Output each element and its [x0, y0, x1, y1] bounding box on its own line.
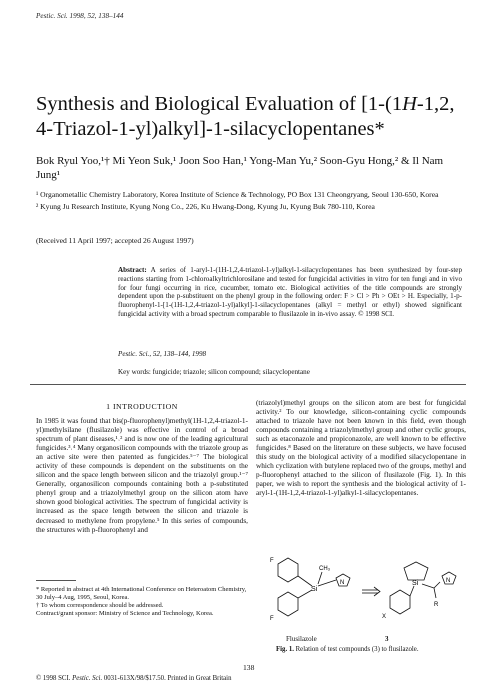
intro-paragraph-2: (triazolyl)methyl groups on the silicon atom are best for fungicidal activity.² To our knowledge, silicon-containing cyclic compounds attached to triazole have not been known in this field, even though compounds containing a triazolylmethyl group and other cyclic groups, such as etaconazole and propiconazole, are well known to be effective fungicides.⁸ Based on the literature on these subjects, we have focused this study on the biological activity of a modified silacyclopentane in which cyclization with butylene replaced two of the groups, methyl and p-fluorophenyl attached to the silicon of flusilazole (Fig. 1). In this paper, we wish to report the synthesis and the biological activity of 1-aryl-1-(1H-1,2,4-triazol-1-yl)alkyl-1-silacyclopentanes.: [256, 398, 466, 498]
figure-label-flusilazole: Flusilazole: [286, 635, 317, 643]
flusilazole-n-label: N: [340, 580, 345, 586]
affiliation-1: ¹ Organometallic Chemistry Laboratory, Korea Institute of Science & Technology, PO Box 131 Cheongryang, Seoul 130-650, Korea: [36, 190, 439, 199]
section-heading-introduction: 1 INTRODUCTION: [106, 402, 178, 411]
title-part-2: -1,2, 4-Triazol-1-yl)alkyl]-1-silacyclopentanes*: [36, 93, 455, 140]
compound-3-x-label: X: [382, 614, 387, 620]
article-citation: Pestic. Sci., 52, 138–144, 1998: [118, 350, 207, 358]
compound-3-si-label: Si: [412, 580, 419, 587]
title-italic: H: [402, 93, 417, 115]
flusilazole-f-bottom: F: [270, 616, 274, 622]
flusilazole-ch3-label: CH₃: [319, 566, 331, 572]
intro-paragraph-1: In 1985 it was found that bis(p-fluorophenyl)methyl(1H-1,2,4-triazol-1-yl)methylsilane (flusilazole) was effective in control of a broad spectrum of plant diseases,¹˒² and is now one of the leading agricultural fungicides.³˒⁴ Many organosilicon compounds with the triazole group as an active site were then patented as fungicides.⁵⁻⁷ The biological activity of these compounds is dependent on the substituents on the silicon and the space length between silicon and the triazolyl group.¹⁻⁷ Generally, organosilicon compounds containing both a p-substituted phenyl group and a triazolylmethyl group on the silicon atom have shown good biological activities. The spectrum of fungicidal activity is increased as the space length between the silicon and triazole is decreased to methylene from propylene.⁵ In this series of compounds, the structures with p-fluorophenyl and: [36, 416, 248, 534]
section-divider: [30, 384, 466, 385]
abstract-text: A series of 1-aryl-1-(1H-1,2,4-triazol-1-yl)alkyl-1-silacyclopentanes has been synthesized by four-step reactions starting from 1-chloroalkyltrichlorosilane and tested for fungicidal activities in vitro for ten fungi and in vivo for four fungi occurring in rice, cucumber, tomato etc. Biological activities of the title compounds are strongly dependent upon the p-substituent on the phenyl group in the following order: F > Cl > Ph > OEt > H. Especially, 1-p-fluorophenyl-1-[1-(1H-1,2,4-triazol-1-yl)alkyl]-1-silacyclopentanes (alkyl = methyl or ethyl) showed significant fungicidal activity with a broad spectrum comparable to flusilazole in in-vivo assay. © 1998 SCI.: [118, 266, 463, 318]
page-number: 138: [243, 663, 255, 672]
footer-details: 0031-613X/98/$17.50. Printed in Great Britain: [103, 675, 232, 682]
flusilazole-si-label: Si: [311, 586, 318, 593]
received-dates: (Received 11 April 1997; accepted 26 August 1997): [36, 236, 194, 245]
figure-1-structures: [256, 552, 466, 632]
figure-caption-text: Relation of test compounds (3) to flusilazole.: [295, 646, 419, 653]
compound-3-r-label: R: [434, 602, 439, 608]
affiliation-2: ² Kyung Ju Research Institute, Kyung Nong Co., 226, Ku Hwang-Dong, Kyung Ju, Kyung Buk 780-110, Korea: [36, 201, 375, 211]
figure-caption: [276, 646, 419, 653]
footnote-2: † To whom correspondence should be addressed.: [36, 601, 164, 609]
compound-3-structure: [390, 562, 456, 614]
title-part-1: Synthesis and Biological Evaluation of [1-(1: [36, 93, 403, 115]
paper-title: [36, 92, 466, 142]
author-list: Bok Ryul Yoo,¹† Mi Yeon Suk,¹ Joon Soo Han,¹ Yong-Man Yu,² Soon-Gyu Hong,² & Il Nam Jung¹: [36, 155, 444, 181]
footer-journal: Pestic. Sci.: [72, 675, 103, 682]
page-footer: [36, 675, 231, 682]
affiliations: [36, 190, 466, 213]
footnotes: [36, 586, 248, 618]
footnote-divider: [36, 580, 76, 581]
relation-arrow: [362, 587, 380, 596]
keywords: Key words: fungicide; triazole; silicon compound; silacyclopentane: [118, 368, 310, 376]
abstract-label: Abstract:: [118, 266, 147, 274]
flusilazole-f-top: F: [270, 558, 274, 564]
footnote-3: Contract/grant sponsor: Ministry of Science and Technology, Korea.: [36, 609, 214, 617]
introduction-left-column: [36, 416, 248, 534]
abstract: [118, 266, 462, 319]
figure-label-compound-3: 3: [385, 635, 389, 643]
journal-citation-header: Pestic. Sci. 1998, 52, 138–144: [36, 12, 124, 20]
figure-caption-label: Fig. 1.: [276, 646, 294, 653]
compound-3-n-label: N: [446, 578, 451, 584]
introduction-right-column: [256, 398, 466, 498]
footer-copyright: © 1998 SCI.: [36, 675, 71, 682]
footnote-1: * Reported in abstract at 4th International Conference on Heteroatom Chemistry, 30 July–4 Aug, 1995, Seoul, Korea.: [36, 586, 247, 601]
